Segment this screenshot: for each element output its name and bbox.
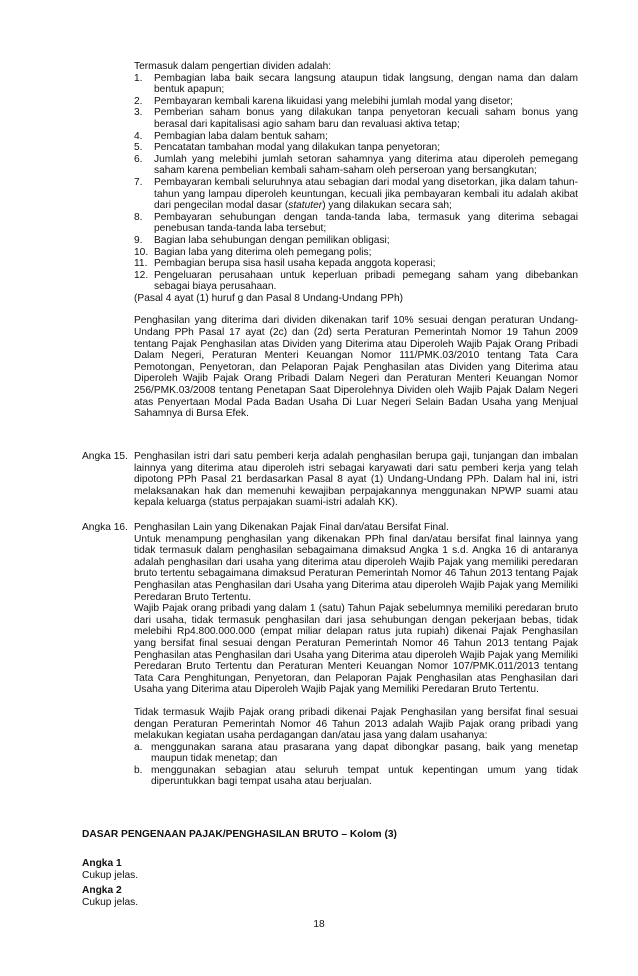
list-item: 10. Bagian laba yang diterima oleh pemegang polis;	[134, 246, 372, 258]
angka-15-label: Angka 15.	[82, 451, 128, 462]
angka-2-text: Cukup jelas.	[82, 896, 139, 908]
list-item: 6. Jumlah yang melebihi jumlah setoran sahamnya yang diterima atau diperoleh pemegang saham karena pembelian kembali saham-saham oleh perseroan yang bersangkutan;	[134, 153, 578, 177]
dividen-section	[134, 61, 578, 420]
list-item: 2. Pembayaran kembali karena likuidasi yang melebihi jumlah modal yang disetor;	[134, 95, 514, 107]
angka-15-text: Penghasilan istri dari satu pemberi kerja adalah penghasilan berupa gaji, tunjangan dan imbalan lainnya yang diterima atau diperoleh istri sebagai karyawati dari satu pemberi kerja yang telah dipotong PPh Pasal 21 berdasarkan Pasal 8 ayat (1) Undang-Undang PPh. Dalam hal ini, istri melaksanakan hak dan memenuhi kewajiban perpajakannya menggunakan NPWP suami atau kepala keluarga (status perpajakan suami-istri adalah KK).	[134, 451, 578, 509]
list-item: 1. Pembagian laba baik secara langsung ataupun tidak langsung, dengan nama dan dalam bentuk apapun;	[134, 72, 578, 96]
angka-2-label: Angka 2	[82, 885, 122, 896]
dividen-intro: Termasuk dalam pengertian dividen adalah:	[134, 61, 332, 72]
list-item: 9. Bagian laba sehubungan dengan pemilikan obligasi;	[134, 234, 390, 246]
list-item: a. menggunakan sarana atau prasarana yang dapat dibongkar pasang, baik yang menetap maupun tidak menetap; dan	[134, 741, 578, 765]
list-item: 3. Pemberian saham bonus yang dilakukan tanpa penyetoran kecuali saham bonus yang berasal dari kapitalisasi agio saham baru dan revaluasi aktiva tetap;	[134, 107, 578, 130]
angka-16-paragraph-2: Wajib Pajak orang pribadi yang dalam 1 (satu) Tahun Pajak sebelumnya memiliki peredaran bruto dari usaha, tidak termasuk penghasilan dari jasa sehubungan dengan pekerjaan bebas, tidak melebihi Rp4.800.000.000 (empat miliar delapan ratus juta rupiah) dikenai Pajak Penghasilan yang bersifat final sesuai dengan Peraturan Pemerintah Nomor 46 Tahun 2013 tentang Pajak Penghasilan atas Penghasilan dari Usaha yang Diterima atau diperoleh Wajib Pajak yang Memiliki Peredaran Bruto Tertentu dan Peraturan Menteri Keuangan Nomor 107/PMK.011/2013 tentang Tata Cara Penghitungan, Penyetoran, dan Pelaporan Pajak Penghasilan atas Penghasilan dari Usaha yang Diterima atau Diperoleh Wajib Pajak yang Memiliki Peredaran Bruto Tertentu.	[134, 603, 578, 696]
angka-1-text: Cukup jelas.	[82, 869, 139, 881]
list-item: 5. Pencatatan tambahan modal yang dilakukan tanpa penyetoran;	[134, 142, 441, 154]
list-item: 7. Pembayaran kembali seluruhnya atau sebagian dari modal yang disetorkan, jika dalam tahun-tahun yang lampau diperoleh keuntungan, kecuali jika pembayaran kembali itu adalah akibat dari pengecilan modal dasar (statuter) yang dilakukan secara sah;	[134, 176, 578, 212]
angka-15	[82, 451, 578, 509]
angka-2	[82, 885, 138, 908]
list-item: b. menggunakan sebagian atau seluruh tempat untuk kepentingan umum yang tidak diperuntukkan bagi tempat usaha atau berjualan.	[134, 764, 578, 788]
dividen-tarif-paragraph: Penghasilan yang diterima dari dividen dikenakan tarif 10% sesuai dengan peraturan Undang-Undang PPh Pasal 17 ayat (2c) dan (2d) serta Peraturan Pemerintah Nomor 19 Tahun 2009 tentang Pajak Penghasilan atas Dividen yang Diterima atau Diperoleh Wajib Pajak Orang Pribadi Dalam Negeri, Peraturan Menteri Keuangan Nomor 111/PMK.03/2010 tentang Tata Cara Pemotongan, Penyetoran, dan Pelaporan Pajak Penghasilan atas Dividen yang Diterima atau Diperoleh Wajib Pajak Orang Pribadi Dalam Negeri dan Peraturan Menteri Keuangan Nomor 256/PMK.03/2008 tentang Penetapan Saat Diperolehnya Dividen oleh Wajib Pajak Dalam Negeri atas Penyertaan Modal Pada Badan Usaha Di Luar Negeri Selain Badan Usaha yang Menjual Sahamnya di Bursa Efek.	[134, 315, 578, 420]
page-number: 18	[313, 919, 325, 930]
angka-16-sublist	[134, 742, 578, 788]
angka-1-label: Angka 1	[82, 858, 122, 869]
list-item: 12. Pengeluaran perusahaan untuk keperluan pribadi pemegang saham yang dibebankan sebagai biaya perusahaan.	[134, 269, 578, 293]
angka-16-label: Angka 16.	[82, 522, 128, 533]
angka-16-paragraph-1: Untuk menampung penghasilan yang dikenakan PPh final dan/atau bersifat final lainnya yang tidak termasuk dalam penghasilan sebagaimana dimaksud Angka 1 s.d. Angka 16 di antaranya adalah penghasilan dari usaha yang diterima atau diperoleh Wajib Pajak yang memiliki peredaran bruto tertentu sebagaimana dimaksud Peraturan Pemerintah Nomor 46 Tahun 2013 tentang Pajak Penghasilan atas Penghasilan dari Usaha yang Diterima atau diperoleh Wajib Pajak yang Memiliki Peredaran Bruto Tertentu.	[134, 533, 578, 603]
angka-16-paragraph-3: Tidak termasuk Wajib Pajak orang pribadi dikenai Pajak Penghasilan yang bersifat final sesuai dengan Peraturan Pemerintah Nomor 46 Tahun 2013 adalah Wajib Pajak orang pribadi yang melakukan kegiatan usaha perdagangan dan/atau jasa yang dalam usahanya:	[134, 706, 578, 742]
dividen-list	[134, 73, 578, 293]
angka-16-title: Penghasilan Lain yang Dikenakan Pajak Final dan/atau Bersifat Final.	[134, 522, 449, 533]
angka-16-body	[134, 522, 578, 788]
angka-16	[82, 522, 578, 788]
list-item: 11. Pembagian berupa sisa hasil usaha kepada anggota koperasi;	[134, 258, 436, 270]
list-item: 8. Pembayaran sehubungan dengan tanda-tanda laba, termasuk yang diterima sebagai penebusan tanda-tanda laba tersebut;	[134, 211, 578, 235]
section-heading: DASAR PENGENAAN PAJAK/PENGHASILAN BRUTO – Kolom (3)	[82, 829, 397, 840]
pasal-note: (Pasal 4 ayat (1) huruf g dan Pasal 8 Undang-Undang PPh)	[134, 292, 403, 304]
angka-1	[82, 858, 138, 881]
list-item: 4. Pembagian laba dalam bentuk saham;	[134, 130, 328, 142]
